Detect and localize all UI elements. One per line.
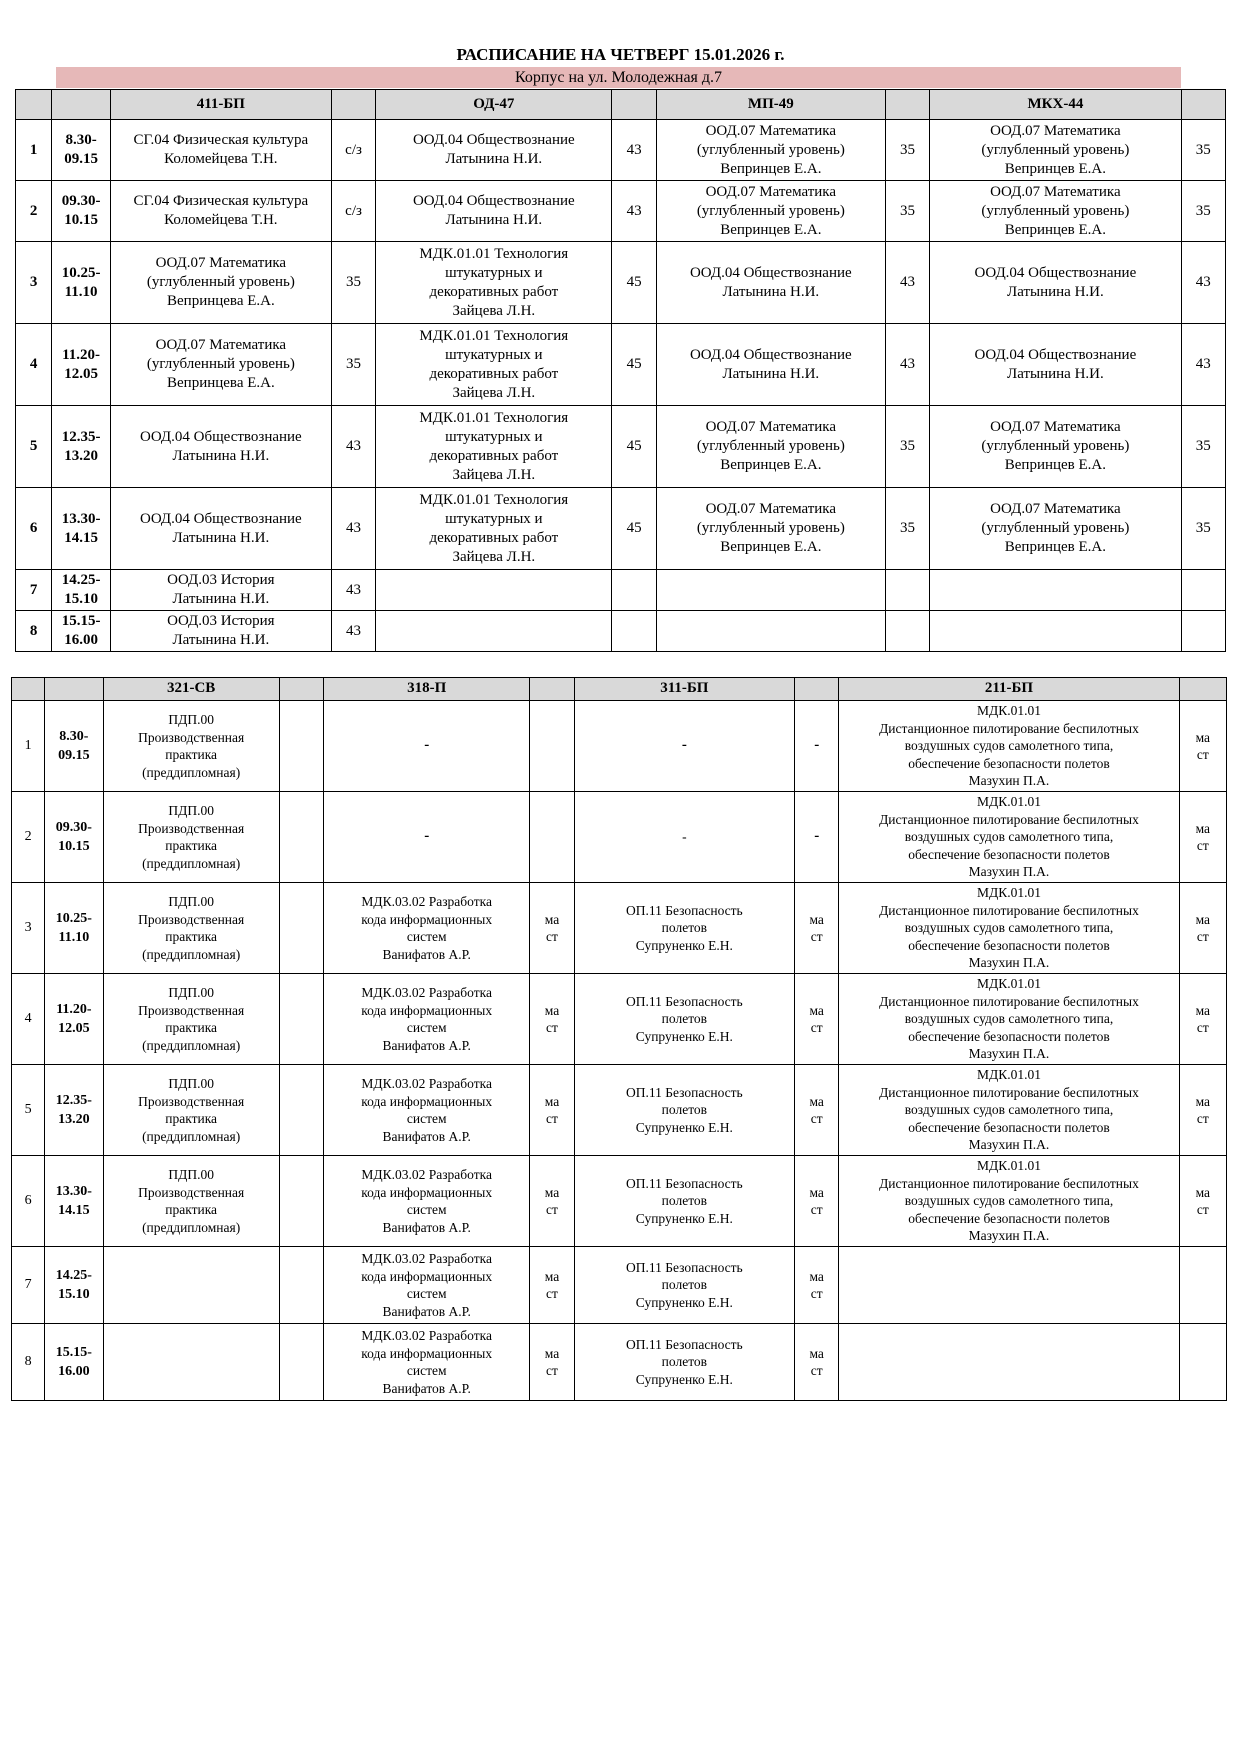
subject-cell: МДК.01.01 Дистанционное пилотирование беспилотных воздушных судов самолетного типа, обеспечение безопасности полетов Мазухин П.А.	[839, 883, 1179, 974]
room-cell: ма ст	[795, 1247, 839, 1324]
subject-cell: МДК.01.01 Дистанционное пилотирование беспилотных воздушных судов самолетного типа, обеспечение безопасности полетов Мазухин П.А.	[839, 792, 1179, 883]
lesson-row	[16, 242, 1226, 324]
lesson-row	[12, 792, 1227, 883]
lesson-time: 8.30- 09.15	[52, 120, 111, 181]
lesson-row	[16, 120, 1226, 181]
lesson-number: 8	[16, 611, 52, 652]
lesson-number: 7	[12, 1247, 45, 1324]
lesson-row	[16, 570, 1226, 611]
room-cell: 35	[331, 324, 375, 406]
subject-cell: ООД.07 Математика (углубленный уровень) Вепринцев Е.А.	[930, 488, 1181, 570]
lesson-number: 5	[16, 406, 52, 488]
lesson-number: 6	[16, 488, 52, 570]
lesson-time: 09.30- 10.15	[45, 792, 103, 883]
subject-cell: ОП.11 Безопасность полетов Супруненко Е.Н.	[574, 1324, 794, 1401]
lesson-number: 3	[12, 883, 45, 974]
lesson-number: 1	[12, 701, 45, 792]
subject-cell: ОП.11 Безопасность полетов Супруненко Е.Н.	[574, 883, 794, 974]
lesson-number: 2	[16, 181, 52, 242]
room-cell: ма ст	[795, 1156, 839, 1247]
group-header: 411-БП	[110, 90, 331, 120]
subject-cell: МДК.01.01 Дистанционное пилотирование беспилотных воздушных судов самолетного типа, обеспечение безопасности полетов Мазухин П.А.	[839, 701, 1179, 792]
room-cell: ма ст	[1179, 1156, 1226, 1247]
lesson-row	[12, 1324, 1227, 1401]
subject-cell: ПДП.00 Производственная практика (преддипломная)	[103, 974, 279, 1065]
room-cell: 35	[1181, 181, 1225, 242]
lesson-row	[16, 406, 1226, 488]
room-cell	[885, 570, 929, 611]
room-cell	[279, 883, 323, 974]
room-cell: ма ст	[1179, 701, 1226, 792]
lesson-number: 7	[16, 570, 52, 611]
lesson-row	[16, 611, 1226, 652]
room-cell: 43	[331, 488, 375, 570]
lesson-time: 8.30- 09.15	[45, 701, 103, 792]
room-cell: ма ст	[795, 1065, 839, 1156]
subject-cell: ООД.04 Обществознание Латынина Н.И.	[656, 242, 885, 324]
subject-cell: ООД.04 Обществознание Латынина Н.И.	[376, 181, 612, 242]
subject-cell: ПДП.00 Производственная практика (преддипломная)	[103, 1065, 279, 1156]
room-cell: ма ст	[795, 1324, 839, 1401]
room-cell: ма ст	[1179, 792, 1226, 883]
subject-cell: ПДП.00 Производственная практика (преддипломная)	[103, 792, 279, 883]
group-header: МКХ-44	[930, 90, 1181, 120]
room-header-blank	[612, 90, 656, 120]
lesson-number: 6	[12, 1156, 45, 1247]
lesson-number: 2	[12, 792, 45, 883]
room-header-blank	[530, 678, 574, 701]
room-cell: -	[795, 792, 839, 883]
lesson-time: 09.30- 10.15	[52, 181, 111, 242]
subject-cell	[839, 1247, 1179, 1324]
lesson-time: 15.15- 16.00	[52, 611, 111, 652]
subject-cell: СГ.04 Физическая культура Коломейцева Т.Н.	[110, 120, 331, 181]
room-cell: ма ст	[530, 1065, 574, 1156]
lesson-time: 13.30- 14.15	[45, 1156, 103, 1247]
header-blank	[45, 678, 103, 701]
room-cell	[279, 1247, 323, 1324]
header-blank	[16, 90, 52, 120]
subject-cell: ООД.07 Математика (углубленный уровень) Вепринцев Е.А.	[930, 120, 1181, 181]
subject-cell: ООД.07 Математика (углубленный уровень) Вепринцева Е.А.	[110, 324, 331, 406]
subject-cell: МДК.01.01 Дистанционное пилотирование беспилотных воздушных судов самолетного типа, обеспечение безопасности полетов Мазухин П.А.	[839, 1065, 1179, 1156]
room-cell: 35	[1181, 120, 1225, 181]
subject-cell	[839, 1324, 1179, 1401]
lesson-row	[16, 181, 1226, 242]
room-cell: ма ст	[1179, 883, 1226, 974]
page-title: РАСПИСАНИЕ НА ЧЕТВЕРГ 15.01.2026 г.	[456, 45, 785, 64]
room-cell	[885, 611, 929, 652]
room-cell	[1181, 611, 1225, 652]
lesson-row	[12, 1156, 1227, 1247]
room-cell	[1179, 1247, 1226, 1324]
subject-cell: МДК.01.01 Технология штукатурных и декоративных работ Зайцева Л.Н.	[376, 324, 612, 406]
subject-cell: -	[324, 701, 530, 792]
subject-cell: МДК.01.01 Технология штукатурных и декоративных работ Зайцева Л.Н.	[376, 406, 612, 488]
subject-cell: ООД.03 История Латынина Н.И.	[110, 570, 331, 611]
room-cell: 45	[612, 406, 656, 488]
room-cell	[612, 570, 656, 611]
room-cell: с/з	[331, 181, 375, 242]
subject-cell: ООД.07 Математика (углубленный уровень) Вепринцев Е.А.	[656, 120, 885, 181]
subject-cell: МДК.03.02 Разработка кода информационных систем Ванифатов А.Р.	[324, 1247, 530, 1324]
lesson-time: 15.15- 16.00	[45, 1324, 103, 1401]
room-cell: ма ст	[795, 883, 839, 974]
room-header-blank	[331, 90, 375, 120]
room-header-blank	[795, 678, 839, 701]
room-cell: 35	[885, 120, 929, 181]
lesson-time: 12.35- 13.20	[45, 1065, 103, 1156]
room-cell: ма ст	[530, 1247, 574, 1324]
room-cell	[279, 792, 323, 883]
lesson-number: 8	[12, 1324, 45, 1401]
room-cell: 43	[331, 570, 375, 611]
subject-cell: МДК.01.01 Дистанционное пилотирование беспилотных воздушных судов самолетного типа, обеспечение безопасности полетов Мазухин П.А.	[839, 1156, 1179, 1247]
schedule-table-1	[15, 89, 1226, 652]
room-cell: 45	[612, 242, 656, 324]
room-cell	[530, 701, 574, 792]
room-cell	[279, 974, 323, 1065]
header-row	[16, 90, 1226, 120]
lesson-row	[12, 1065, 1227, 1156]
subject-cell: МДК.03.02 Разработка кода информационных систем Ванифатов А.Р.	[324, 1065, 530, 1156]
subject-cell: ООД.04 Обществознание Латынина Н.И.	[110, 488, 331, 570]
subject-cell: ООД.04 Обществознание Латынина Н.И.	[376, 120, 612, 181]
lesson-time: 14.25- 15.10	[52, 570, 111, 611]
lesson-number: 5	[12, 1065, 45, 1156]
room-cell	[279, 1156, 323, 1247]
subject-cell: ООД.03 История Латынина Н.И.	[110, 611, 331, 652]
subject-cell: ООД.04 Обществознание Латынина Н.И.	[110, 406, 331, 488]
room-cell: 35	[331, 242, 375, 324]
building-banner: Корпус на ул. Молодежная д.7	[56, 67, 1181, 88]
subject-cell: ОП.11 Безопасность полетов Супруненко Е.Н.	[574, 1065, 794, 1156]
group-header: ОД-47	[376, 90, 612, 120]
room-cell: ма ст	[795, 974, 839, 1065]
subject-cell: -	[574, 701, 794, 792]
room-cell: ма ст	[530, 1156, 574, 1247]
subject-cell	[930, 570, 1181, 611]
room-cell: 43	[331, 406, 375, 488]
subject-cell: ПДП.00 Производственная практика (преддипломная)	[103, 883, 279, 974]
room-cell: 45	[612, 324, 656, 406]
subject-cell	[930, 611, 1181, 652]
subject-cell: ПДП.00 Производственная практика (преддипломная)	[103, 701, 279, 792]
room-cell: ма ст	[1179, 1065, 1226, 1156]
subject-cell: МДК.03.02 Разработка кода информационных систем Ванифатов А.Р.	[324, 883, 530, 974]
lesson-time: 10.25- 11.10	[52, 242, 111, 324]
subject-cell: МДК.03.02 Разработка кода информационных систем Ванифатов А.Р.	[324, 1324, 530, 1401]
lesson-time: 13.30- 14.15	[52, 488, 111, 570]
room-cell: 35	[885, 406, 929, 488]
room-header-blank	[1179, 678, 1226, 701]
group-header: 321-СВ	[103, 678, 279, 701]
group-header: 318-П	[324, 678, 530, 701]
room-cell: с/з	[331, 120, 375, 181]
subject-cell	[376, 611, 612, 652]
room-header-blank	[885, 90, 929, 120]
subject-cell	[103, 1247, 279, 1324]
subject-cell: МДК.01.01 Дистанционное пилотирование беспилотных воздушных судов самолетного типа, обеспечение безопасности полетов Мазухин П.А.	[839, 974, 1179, 1065]
lesson-number: 3	[16, 242, 52, 324]
room-cell: 45	[612, 488, 656, 570]
room-cell: ма ст	[530, 883, 574, 974]
room-cell: 43	[885, 324, 929, 406]
room-cell	[1181, 570, 1225, 611]
subject-cell: ООД.07 Математика (углубленный уровень) Вепринцев Е.А.	[656, 488, 885, 570]
subject-cell	[376, 570, 612, 611]
room-cell: 35	[1181, 488, 1225, 570]
subject-cell: ООД.04 Обществознание Латынина Н.И.	[930, 242, 1181, 324]
lesson-row	[16, 488, 1226, 570]
subject-cell: МДК.01.01 Технология штукатурных и декоративных работ Зайцева Л.Н.	[376, 242, 612, 324]
subject-cell: ООД.07 Математика (углубленный уровень) Вепринцев Е.А.	[930, 406, 1181, 488]
subject-cell: МДК.03.02 Разработка кода информационных систем Ванифатов А.Р.	[324, 974, 530, 1065]
room-cell	[1179, 1324, 1226, 1401]
lesson-row	[12, 974, 1227, 1065]
lesson-number: 1	[16, 120, 52, 181]
room-header-blank	[279, 678, 323, 701]
subject-cell: ООД.07 Математика (углубленный уровень) Вепринцева Е.А.	[110, 242, 331, 324]
lesson-number: 4	[16, 324, 52, 406]
lesson-time: 12.35- 13.20	[52, 406, 111, 488]
room-cell: ма ст	[530, 1324, 574, 1401]
room-cell: 43	[1181, 242, 1225, 324]
subject-cell: ООД.07 Математика (углубленный уровень) Вепринцев Е.А.	[656, 181, 885, 242]
room-cell	[530, 792, 574, 883]
subject-cell: ООД.04 Обществознание Латынина Н.И.	[930, 324, 1181, 406]
lesson-number: 4	[12, 974, 45, 1065]
subject-cell	[103, 1324, 279, 1401]
room-cell: 35	[1181, 406, 1225, 488]
subject-cell	[656, 570, 885, 611]
subject-cell: ОП.11 Безопасность полетов Супруненко Е.Н.	[574, 1247, 794, 1324]
group-header: 211-БП	[839, 678, 1179, 701]
lesson-row	[12, 1247, 1227, 1324]
room-cell: ма ст	[1179, 974, 1226, 1065]
subject-cell: ОП.11 Безопасность полетов Супруненко Е.Н.	[574, 1156, 794, 1247]
subject-cell: ООД.04 Обществознание Латынина Н.И.	[656, 324, 885, 406]
room-cell: 43	[612, 120, 656, 181]
subject-cell: ООД.07 Математика (углубленный уровень) Вепринцев Е.А.	[930, 181, 1181, 242]
subject-cell	[656, 611, 885, 652]
group-header: МП-49	[656, 90, 885, 120]
room-header-blank	[1181, 90, 1225, 120]
header-row	[12, 678, 1227, 701]
room-cell: 43	[885, 242, 929, 324]
room-cell: ма ст	[530, 974, 574, 1065]
lesson-time: 11.20- 12.05	[45, 974, 103, 1065]
lesson-row	[12, 701, 1227, 792]
header-blank	[12, 678, 45, 701]
room-cell: 43	[1181, 324, 1225, 406]
room-cell	[612, 611, 656, 652]
room-cell	[279, 701, 323, 792]
subject-cell: МДК.03.02 Разработка кода информационных систем Ванифатов А.Р.	[324, 1156, 530, 1247]
subject-cell: СГ.04 Физическая культура Коломейцева Т.Н.	[110, 181, 331, 242]
room-cell: 43	[612, 181, 656, 242]
subject-cell: ООД.07 Математика (углубленный уровень) Вепринцев Е.А.	[656, 406, 885, 488]
room-cell	[279, 1065, 323, 1156]
subject-cell: ПДП.00 Производственная практика (преддипломная)	[103, 1156, 279, 1247]
group-header: 311-БП	[574, 678, 794, 701]
subject-cell: ОП.11 Безопасность полетов Супруненко Е.Н.	[574, 974, 794, 1065]
room-cell	[279, 1324, 323, 1401]
room-cell: 43	[331, 611, 375, 652]
subject-cell: МДК.01.01 Технология штукатурных и декоративных работ Зайцева Л.Н.	[376, 488, 612, 570]
room-cell: 35	[885, 181, 929, 242]
schedule-table-2	[11, 677, 1227, 1401]
lesson-time: 11.20- 12.05	[52, 324, 111, 406]
subject-cell: -	[324, 792, 530, 883]
header-blank	[52, 90, 111, 120]
room-cell: -	[795, 701, 839, 792]
room-cell: 35	[885, 488, 929, 570]
lesson-row	[16, 324, 1226, 406]
subject-cell: -	[574, 792, 794, 883]
lesson-row	[12, 883, 1227, 974]
lesson-time: 14.25- 15.10	[45, 1247, 103, 1324]
lesson-time: 10.25- 11.10	[45, 883, 103, 974]
